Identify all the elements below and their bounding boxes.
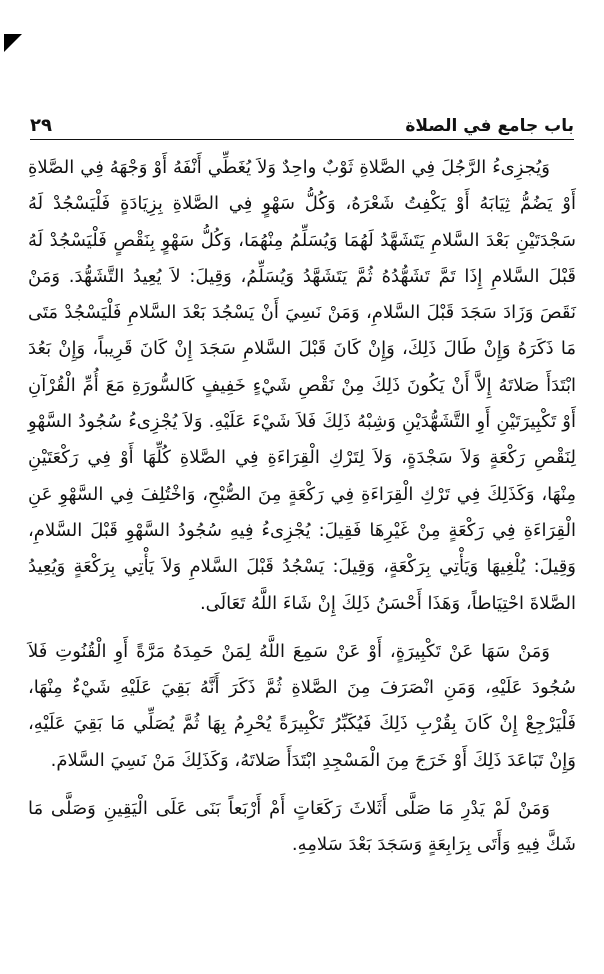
corner-crop-mark: [4, 34, 22, 52]
chapter-title: باب جامع في الصلاة: [405, 116, 574, 136]
paragraph: وَيُجزِىءُ الرَّجُلَ فِي الصَّلاةِ ثَوْبٌ واحِدٌ وَلاَ يُغَطِّي أَنْفَهُ أَوْ وَجْهَهُ فِي الصَّلاةِ أَوْ يَضُمُّ ثِيَابَهُ أَوْ يَكْفِتُ شَعْرَهُ، وَكُلُّ سَهْوٍ فِي الصَّلاةِ بِزِيَادَةٍ فَلْيَسْجُدْ لَهُ سَجْدَتَيْنِ بَعْدَ السَّلامِ يَتَشَهَّدُ لَهُمَا وَيُسَلِّمُ مِنْهُمَا، وَكُلُّ سَهْوٍ بِنَقْصٍ فَلْيَسْجُدْ لَهُ قَبْلَ السَّلامِ إِذَا تَمَّ تَشَهُّدُهُ ثُمَّ يَتَشَهَّدُ وَيُسَلِّمُ، وَقِيلَ: لاَ يُعِيدُ التَّشَهُّدَ. وَمَنْ نَقَصَ وَزَادَ سَجَدَ قَبْلَ السَّلامِ، وَمَنْ نَسِيَ أَنْ يَسْجُدَ بَعْدَ السَّلامِ فَلْيَسْجُدْ مَتَى مَا ذَكَرَهُ وَإِنْ طَالَ ذَلِكَ، وَإِنْ كَانَ قَبْلَ السَّلامِ سَجَدَ إِنْ كَانَ قَرِيباً، وَإِنْ بَعُدَ ابْتَدَأَ صَلاتَهُ إِلاَّ أَنْ يَكُونَ ذَلِكَ مِنْ نَقْصِ شَيْءٍ خَفِيفٍ كَالسُّورَةِ مَعَ أُمِّ الْقُرْآنِ أَوْ تَكْبِيرَتَيْنِ أَوِ التَّشَهُّدَيْنِ وَشِبْهُ ذَلِكَ فَلاَ شَيْءَ عَلَيْهِ. وَلاَ يُجْزِىءُ سُجُودُ السَّهْوِ لِنَقْصِ رَكْعَةٍ وَلاَ سَجْدَةٍ، وَلاَ لِتَرْكِ الْقِرَاءَةِ فِي الصَّلاةِ كُلِّهَا أَوْ فِي رَكْعَتَيْنِ مِنْهَا، وَكَذَلِكَ فِي تَرْكِ الْقِرَاءَةِ فِي رَكْعَةٍ مِنَ الصُّبْحِ، وَاخْتُلِفَ فِي السَّهْوِ عَنِ الْقِرَاءَةِ فِي رَكْعَةٍ مِنْ غَيْرِهَا فَقِيلَ: يُجْزِىءُ فِيهِ سُجُودُ السَّهْوِ قَبْلَ السَّلامِ، وَقِيلَ: يُلْغِيهَا وَيَأْتِي بِرَكْعَةٍ، وَقِيلَ: يَسْجُدُ قَبْلَ السَّلامِ وَلاَ يَأْتِي بِرَكْعَةٍ وَيُعِيدُ الصَّلاةَ احْتِيَاطاً، وَهَذَا أَحْسَنُ ذَلِكَ إِنْ شَاءَ اللَّهُ تَعَالَى.: [28, 157, 576, 614]
paragraph: وَمَنْ سَهَا عَنْ تَكْبِيرَةٍ، أَوْ عَنْ سَمِعَ اللَّهُ لِمَنْ حَمِدَهُ مَرَّةً أَوِ الْقُنُوتِ فَلاَ سُجُودَ عَلَيْهِ، وَمَنِ انْصَرَفَ مِنَ الصَّلاةِ ثُمَّ ذَكَرَ أَنَّهُ بَقِيَ عَلَيْهِ شَيْءٌ مِنْهَا، فَلْيَرْجِعْ إِنْ كَانَ بِقُرْبِ ذَلِكَ فَيُكَبِّرُ تَكْبِيرَةً يُحْرِمُ بِهَا ثُمَّ يُصَلِّي مَا بَقِيَ عَلَيْهِ، وَإِنْ تَبَاعَدَ ذَلِكَ أَوْ خَرَجَ مِنَ الْمَسْجِدِ ابْتَدَأَ صَلاتَهُ، وَكَذَلِكَ مَنْ نَسِيَ السَّلامَ.: [28, 640, 576, 771]
page-number: ٢٩: [30, 115, 52, 136]
body-text: [28, 150, 576, 864]
running-header: [30, 106, 574, 136]
header-divider: [30, 139, 574, 140]
paragraph: وَمَنْ لَمْ يَدْرِ مَا صَلَّى أَثَلاثَ رَكَعَاتٍ أَمْ أَرْبَعاً بَنَى عَلَى الْيَقِينِ وَصَلَّى مَا شَكَّ فِيهِ وَأَتَى بِرَابِعَةٍ وَسَجَدَ بَعْدَ سَلامِهِ.: [28, 798, 576, 856]
